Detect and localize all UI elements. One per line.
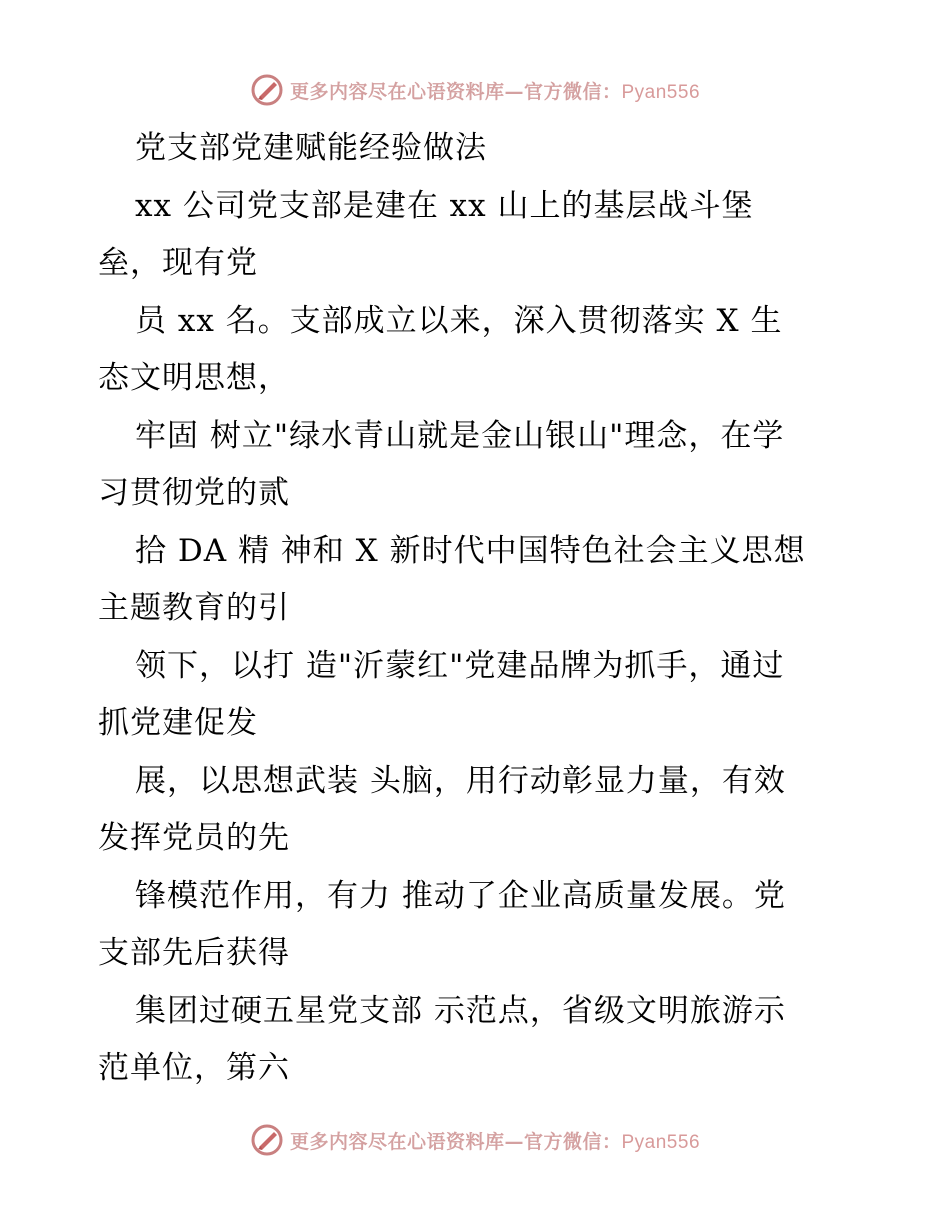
footer-watermark-banner (0, 1120, 950, 1160)
paragraph-line: 发挥党员的先 (98, 820, 290, 856)
paragraph-line: 拾 DA 精 神和 X 新时代中国特色社会主义思想 (135, 532, 806, 569)
paragraph-line: 抓党建促发 (98, 705, 258, 741)
paragraph-line: 展，以思想武装 头脑，用行动彰显力量，有效 (135, 762, 786, 799)
document-body (98, 120, 858, 1098)
paragraph-line: xx 公司党支部是建在 xx 山上的基层战斗堡 (135, 187, 754, 224)
paragraph-line: 垒，现有党 (98, 245, 258, 281)
paragraph-line: 锋模范作用，有力 推动了企业高质量发展。党 (135, 877, 786, 914)
paragraph-line: 支部先后获得 (98, 935, 290, 971)
pen-logo-icon (250, 73, 284, 107)
pen-logo-icon (250, 1123, 284, 1157)
paragraph-line: 员 xx 名。支部成立以来，深入贯彻落实 X 生 (135, 302, 783, 339)
watermark-text: 更多内容尽在心语资料库—官方微信：Pyan556 (289, 80, 701, 103)
paragraph-line: 牢固 树立"绿水青山就是金山银山"理念，在学 (135, 417, 785, 454)
paragraph-line: 态文明思想， (98, 360, 290, 396)
watermark-text: 更多内容尽在心语资料库—官方微信：Pyan556 (289, 1130, 701, 1153)
paragraph-line: 习贯彻党的贰 (98, 475, 290, 511)
paragraph-line: 主题教育的引 (98, 590, 290, 626)
document-title: 党支部党建赋能经验做法 (135, 130, 487, 166)
paragraph-line: 领下，以打 造"沂蒙红"党建品牌为抓手，通过 (135, 647, 785, 684)
header-watermark-banner (0, 70, 950, 110)
paragraph-line: 集团过硬五星党支部 示范点，省级文明旅游示 (135, 992, 786, 1029)
paragraph-line: 范单位，第六 (98, 1050, 290, 1086)
